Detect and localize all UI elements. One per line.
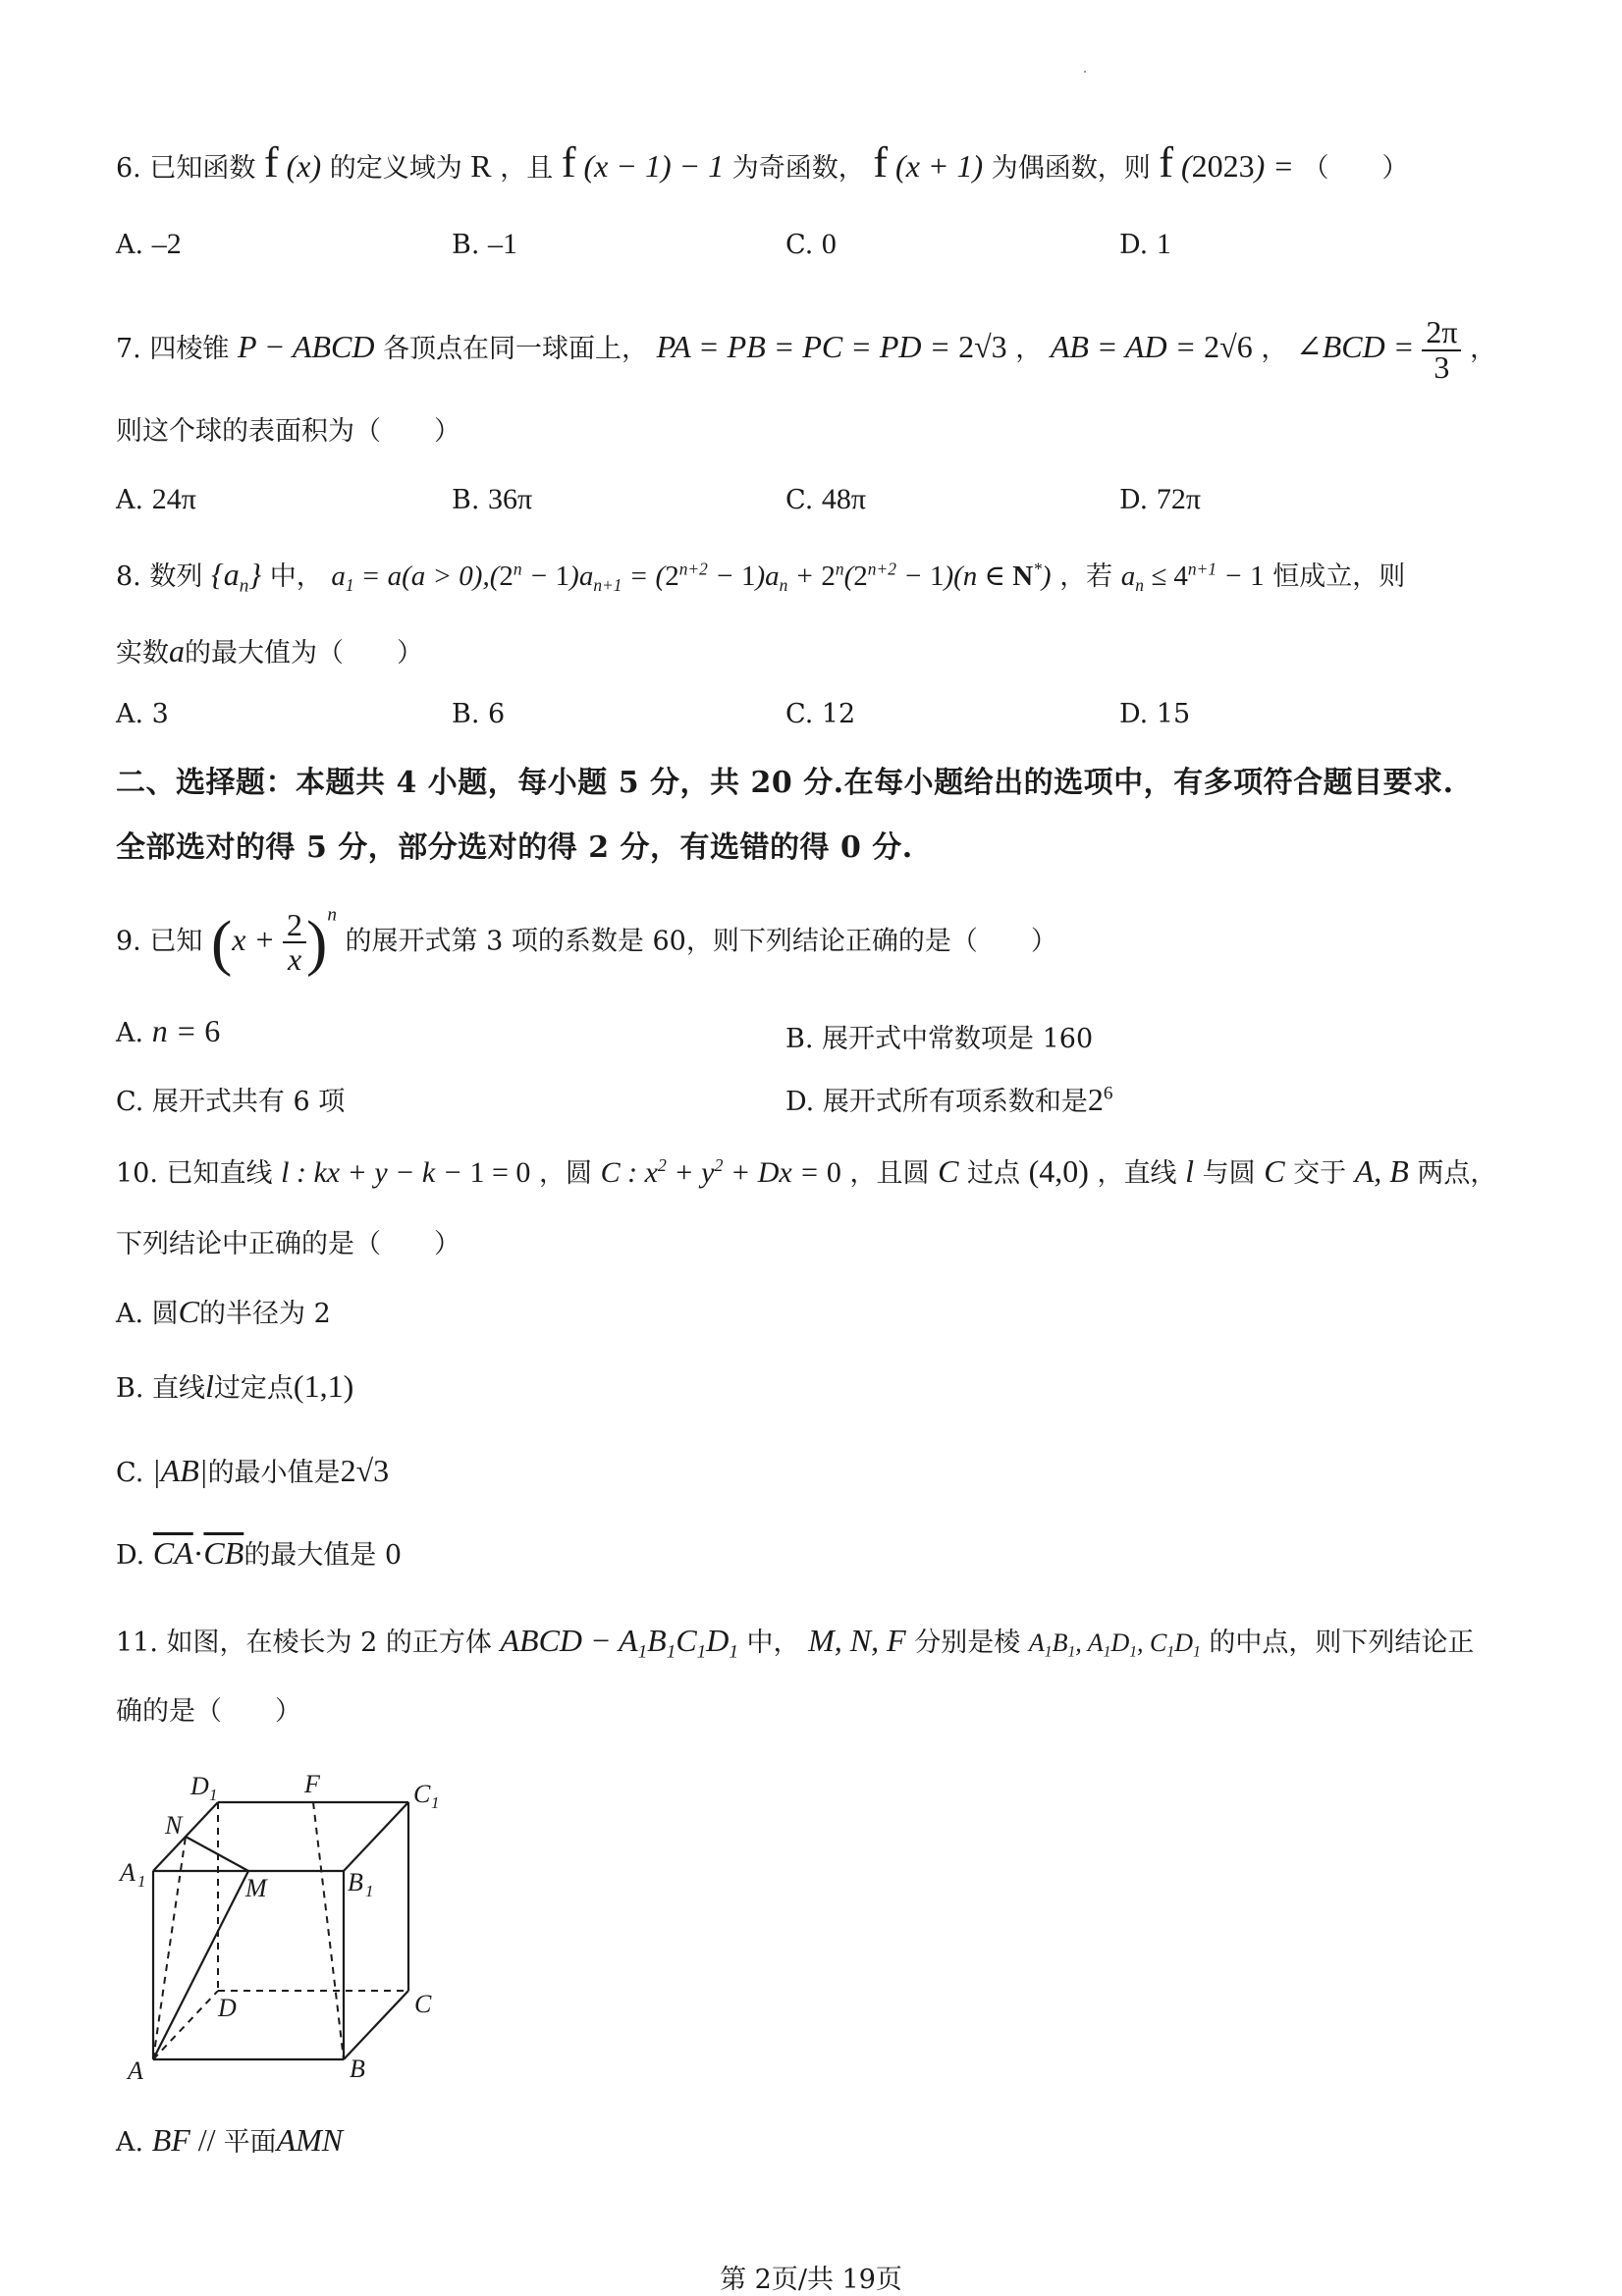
q6-option-a	[116, 228, 182, 261]
label-m: M	[245, 1874, 267, 1902]
q7-c-value: 48π	[821, 483, 867, 515]
label-c1: C	[413, 1780, 431, 1808]
q11-cube: ABCD − $A_1B_1C_1D_1$	[500, 1623, 738, 1663]
q10-b-text: B. 直线	[116, 1373, 206, 1404]
q10-c-abs: |AB|	[151, 1453, 208, 1488]
q10-line2: 下列结论中正确的是（ ）	[116, 1229, 460, 1259]
label-d1: D	[190, 1772, 209, 1800]
label-b: B	[350, 2055, 365, 2083]
q10-text1: ，圆	[538, 1158, 592, 1189]
q10-d-vector-cb: $\overline{CB}$	[203, 1535, 244, 1571]
q6-blank: （ ）	[1302, 153, 1409, 184]
q10-option-a	[116, 1292, 331, 1330]
q10-l: l	[1185, 1153, 1195, 1189]
label-a1-sub: 1	[137, 1872, 146, 1891]
q7-c-label: C.	[785, 485, 814, 515]
q10-text4: ，直线	[1097, 1158, 1177, 1189]
q10-point: (4,0)	[1028, 1153, 1089, 1189]
q7-d-value: 72π	[1156, 483, 1202, 515]
q9-option-c: C. 展开式共有 6 项	[116, 1087, 346, 1117]
label-d: D	[218, 1994, 237, 2022]
q8-prefix: 8. 数列	[116, 561, 203, 592]
q6-odd-expr: f (x − 1) − 1	[561, 138, 725, 187]
q6-option-c	[785, 228, 837, 261]
q10-prefix: 10. 已知直线	[116, 1158, 273, 1189]
q11-prefix: 11. 如图，在棱长为 2 的正方体	[116, 1628, 492, 1658]
q7-sep1: ，	[1015, 333, 1043, 364]
q9-prefix: 9. 已知	[116, 926, 203, 957]
question-8	[116, 556, 1405, 598]
q8-option-b: B. 6	[452, 699, 506, 729]
q11-a-parallel: //	[189, 2122, 224, 2158]
q7-option-c	[785, 483, 866, 516]
q6-c-label: C.	[785, 230, 814, 260]
label-a: A	[128, 2056, 143, 2085]
q11-text1: 中，	[746, 1628, 800, 1658]
q7-text1: 各顶点在同一球面上，	[383, 333, 649, 364]
q11-text3: 的中点，则下列结论正	[1209, 1628, 1475, 1658]
q9-d-text: D. 展开式所有项系数和是	[785, 1087, 1088, 1117]
q7-b-value: 36π	[488, 483, 533, 515]
q6-text3: 为奇函数，	[731, 153, 865, 184]
q9-binomial: (x + $\frac{2}{x}$ )$^n$	[210, 904, 337, 978]
question-9	[116, 903, 1057, 981]
q11-a-bf: BF	[151, 2122, 190, 2158]
section2-heading-line2: 全部选对的得 5 分，部分选对的得 2 分，有选错的得 0 分.	[116, 830, 913, 865]
q6-d-value: 1	[1156, 228, 1171, 260]
label-b1: B	[348, 1868, 363, 1896]
q9-text1: 的展开式第 3 项的系数是 60，则下列结论正确的是（ ）	[345, 926, 1057, 957]
q9-option-a	[116, 1013, 220, 1049]
q10-circle: C : $x^2 + y^2 + Dx = 0$	[600, 1155, 841, 1189]
q8-option-d: D. 15	[1119, 699, 1191, 729]
question-6	[116, 137, 1408, 189]
segment-bf-hidden	[313, 1802, 344, 2059]
q10-option-c	[116, 1451, 389, 1489]
q8-line2a: 实数	[116, 638, 169, 668]
q6-text2: ，且	[500, 153, 554, 184]
label-n: N	[165, 1811, 183, 1840]
label-d1-sub: 1	[209, 1786, 218, 1804]
q9-d-expr: $2^6$	[1087, 1082, 1113, 1117]
q10-c-label: C.	[116, 1458, 144, 1488]
q10-text5: 与圆	[1202, 1158, 1256, 1189]
question-11	[116, 1622, 1474, 1664]
q10-AB: A, B	[1354, 1153, 1409, 1189]
q9-a-label: A.	[116, 1018, 144, 1048]
scan-dot	[1084, 71, 1086, 73]
q10-text7: 两点，	[1417, 1158, 1497, 1189]
q8-text3: 恒成立，则	[1272, 561, 1406, 592]
q7-angle: ∠BCD = $\frac{2\pi}{3}$	[1296, 329, 1462, 364]
q7-b-label: B.	[452, 485, 480, 515]
q9-option-d	[785, 1080, 1112, 1118]
q10-C1: C	[938, 1153, 959, 1189]
q6-d-label: D.	[1119, 230, 1149, 260]
q7-ab-ad: AB = AD = 2√6	[1050, 328, 1253, 364]
q10-b-l: l	[205, 1368, 214, 1404]
q8-ineq: $a_n \le 4^{n+1} - 1$	[1120, 559, 1265, 596]
q9-a-expr: n = 6	[151, 1013, 221, 1048]
q7-prefix: 7. 四棱锥	[116, 333, 230, 364]
q6-even-expr: f (x + 1)	[873, 138, 984, 187]
q6-b-value: –1	[488, 228, 518, 260]
q6-R: R	[470, 148, 492, 184]
q6-a-value: –2	[151, 228, 182, 260]
q8-a: a	[169, 633, 185, 668]
q7-a-label: A.	[116, 485, 144, 515]
q11-line2: 确的是（ ）	[116, 1696, 301, 1727]
edge-b1c1	[344, 1802, 408, 1871]
q10-option-d	[116, 1533, 402, 1572]
q10-a-text2: 的半径为 2	[199, 1299, 331, 1329]
q10-c-text2: 的最小值是	[207, 1458, 341, 1488]
section2-heading-line1: 二、选择题：本题共 4 小题，每小题 5 分，共 20 分.在每小题给出的选项中，有多项符合题目要求.	[116, 766, 1454, 800]
edge-bc	[344, 1991, 408, 2059]
q10-line: l : kx + y − k − 1 = 0	[281, 1156, 531, 1189]
q10-b-point: (1,1)	[293, 1368, 354, 1404]
cube-figure	[108, 1765, 461, 2089]
question-10	[116, 1152, 1496, 1191]
label-b1-sub: 1	[365, 1882, 374, 1900]
q6-b-label: B.	[452, 230, 480, 260]
q10-text2: ，且圆	[849, 1158, 930, 1189]
q10-text3: 过点	[967, 1158, 1021, 1189]
q8-text2: ，若	[1059, 561, 1113, 592]
q8-recurrence: $a_1 = a(a > 0),(2^n - 1)a_{n+1} = (2^{n+2} - 1)a_n + 2^n(2^{n+2} - 1)(n$ ∈ N*)	[331, 559, 1052, 596]
q7-line2: 则这个球的表面积为（ ）	[116, 416, 460, 447]
q6-prefix: 6. 已知函数	[116, 153, 256, 184]
q10-text6: 交于	[1293, 1158, 1347, 1189]
q10-C2: C	[1264, 1153, 1285, 1189]
edge-ad-hidden	[153, 1991, 218, 2059]
q8-line2	[116, 632, 423, 669]
label-a1: A	[120, 1858, 135, 1887]
q11-text2: 分别是棱	[914, 1628, 1021, 1658]
q10-a-C: C	[178, 1294, 200, 1329]
q7-option-d	[1119, 483, 1201, 516]
q11-points: M, N, F	[808, 1623, 906, 1658]
q10-c-value: 2√3	[340, 1453, 390, 1488]
q7-option-a	[116, 483, 196, 516]
q7-a-value: 24π	[151, 483, 196, 515]
q10-d-text2: 的最大值是 0	[243, 1540, 403, 1571]
q7-sep2: ，	[1261, 333, 1288, 364]
q6-a-label: A.	[116, 230, 144, 260]
q8-line2b: 的最大值为（ ）	[185, 638, 423, 668]
q11-edges: $A_1B_1$, $A_1D_1$, $C_1D_1$	[1028, 1629, 1201, 1661]
q11-option-a	[116, 2120, 343, 2159]
q10-a-text: A. 圆	[116, 1299, 179, 1329]
q8-option-a: A. 3	[116, 699, 169, 729]
q7-d-label: D.	[1119, 485, 1149, 515]
q11-a-amn: AMN	[276, 2122, 344, 2158]
q10-d-vector-ca: $\overline{CA}$	[152, 1535, 193, 1571]
q6-c-value: 0	[821, 228, 837, 260]
question-7	[116, 316, 1496, 384]
q7-pyramid: P − ABCD	[237, 328, 375, 364]
q6-f2023: f (2023) =	[1159, 138, 1294, 187]
q9-option-b: B. 展开式中常数项是 160	[785, 1024, 1094, 1054]
q11-a-plane: 平面	[223, 2127, 277, 2158]
q7-edges: PA = PB = PC = PD = 2√3	[656, 328, 1007, 364]
q8-option-c: C. 12	[785, 699, 856, 729]
q10-d-label: D.	[116, 1540, 145, 1571]
q7-option-b	[452, 483, 532, 516]
label-c: C	[414, 1990, 432, 2018]
q6-fx: f (x)	[263, 138, 322, 187]
q8-text1: 中，	[269, 561, 323, 592]
q6-text4: 为偶函数，则	[991, 153, 1151, 184]
q7-sep3: ，	[1470, 333, 1497, 364]
q6-option-d	[1119, 228, 1171, 261]
q6-text1: 的定义域为	[329, 153, 462, 184]
page-footer: 第 2页/共 19页	[720, 2265, 902, 2295]
q10-option-b	[116, 1366, 353, 1405]
label-c1-sub: 1	[431, 1793, 440, 1812]
q10-d-dot: ·	[192, 1535, 204, 1571]
q6-option-b	[452, 228, 517, 261]
q8-seq: $\{a_n\}$	[210, 557, 262, 597]
label-f: F	[304, 1770, 320, 1798]
q10-b-text2: 过定点	[213, 1373, 294, 1404]
q11-a-label: A.	[116, 2127, 144, 2158]
